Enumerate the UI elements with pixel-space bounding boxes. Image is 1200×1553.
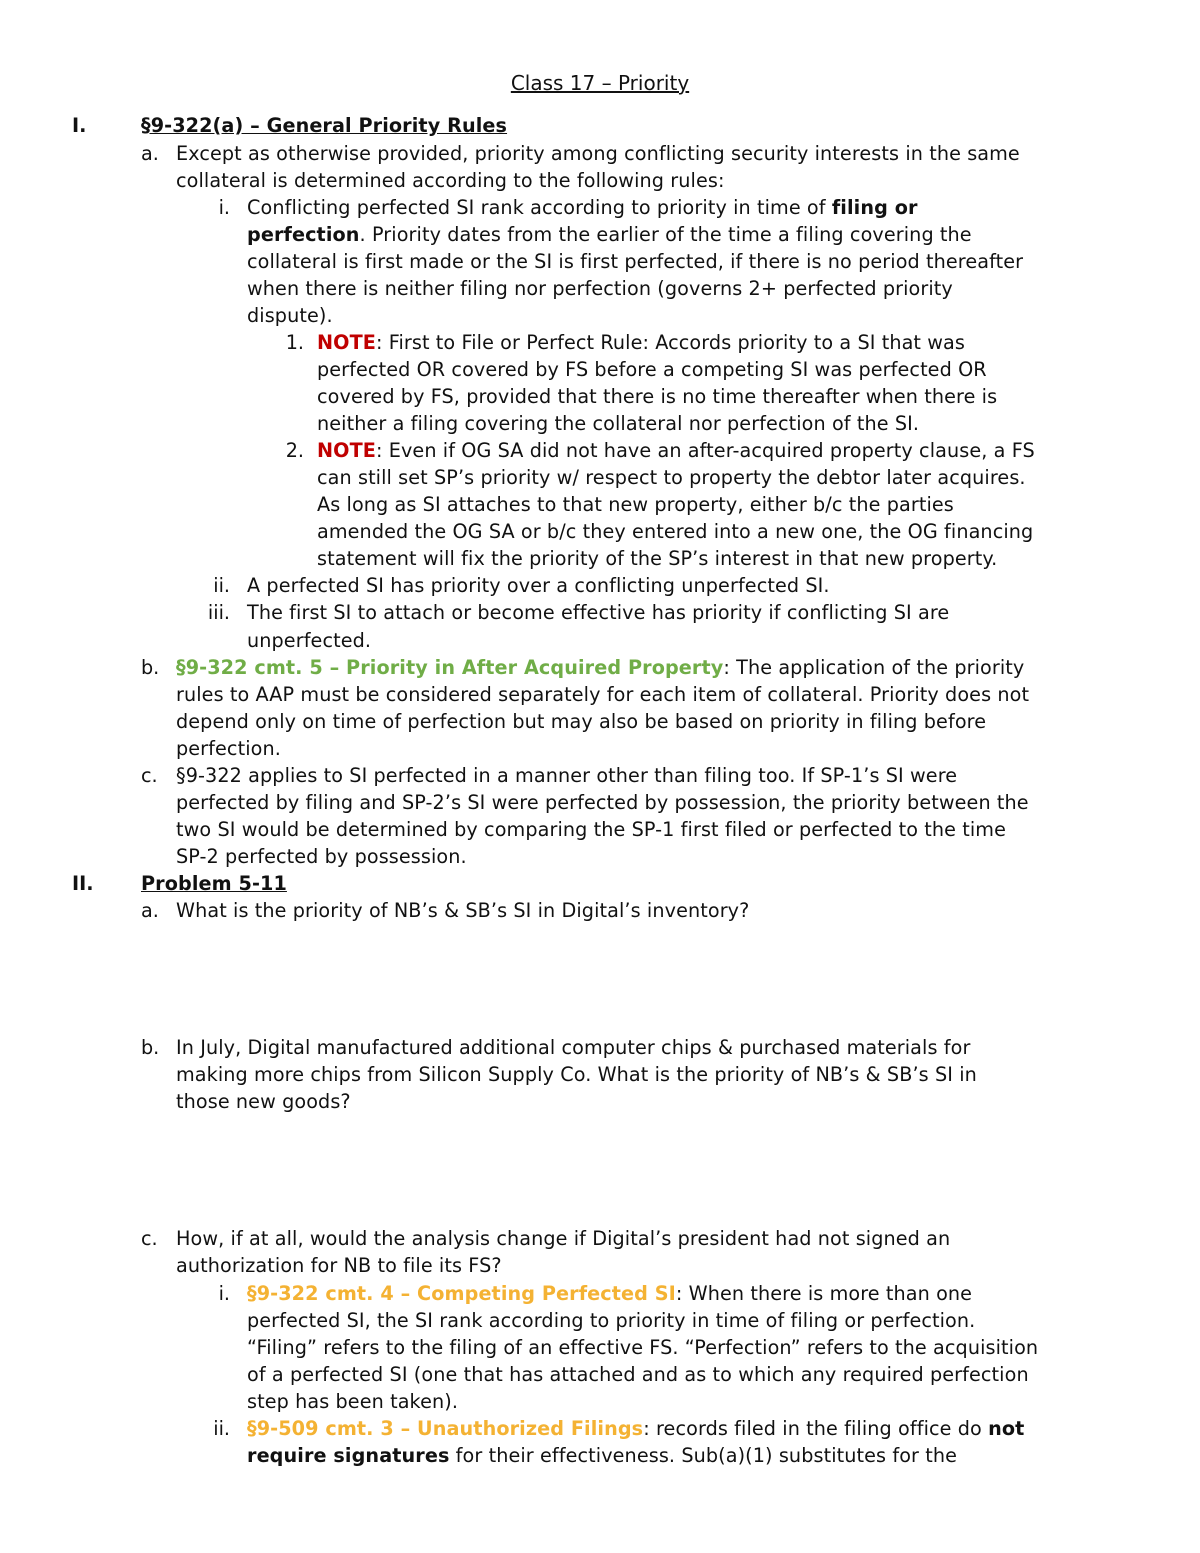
text-line: unperfected. bbox=[247, 629, 372, 652]
text-line: What is the priority of NB’s & SB’s SI in Digital’s inventory? bbox=[176, 899, 750, 922]
text-segment: : The application of the priority bbox=[723, 656, 1025, 679]
text-line: How, if at all, would the analysis change if Digital’s president had not signed an bbox=[176, 1227, 951, 1250]
text-line bbox=[317, 329, 965, 356]
text-segment: : First to File or Perfect Rule: Accords priority to a SI that was bbox=[375, 331, 966, 354]
text-line bbox=[317, 437, 1035, 464]
section-heading: §9-322(a) – General Priority Rules bbox=[141, 114, 508, 137]
text-line: can still set SP’s priority w/ respect to property the debtor later acquires. bbox=[317, 466, 1026, 489]
text-line: step has been taken). bbox=[247, 1390, 459, 1413]
page-title: Class 17 – Priority bbox=[510, 71, 690, 95]
section-marker: II. bbox=[72, 872, 94, 895]
section-marker: I. bbox=[72, 114, 87, 137]
item-marker: i. bbox=[218, 1282, 230, 1305]
text-line: The first SI to attach or become effective has priority if conflicting SI are bbox=[247, 601, 950, 624]
bold-text: not bbox=[988, 1417, 1025, 1440]
note-label: NOTE bbox=[317, 439, 376, 462]
bold-text: perfection bbox=[247, 223, 360, 246]
item-marker: ii. bbox=[213, 1417, 230, 1440]
text-line: “Filing” refers to the filing of an effective FS. “Perfection” refers to the acquisition bbox=[247, 1336, 1039, 1359]
text-line: perfected SI, the SI rank according to priority in time of filing or perfection. bbox=[247, 1309, 976, 1332]
comment-heading: §9-509 cmt. 3 – Unauthorized Filings bbox=[247, 1417, 644, 1440]
text-line bbox=[247, 1415, 1024, 1442]
text-line: collateral is first made or the SI is first perfected, if there is no period thereafter bbox=[247, 250, 1024, 273]
text-segment: : When there is more than one bbox=[675, 1282, 973, 1305]
text-line: Except as otherwise provided, priority among conflicting security interests in the same bbox=[176, 142, 1020, 165]
comment-heading: §9-322 cmt. 5 – Priority in After Acquired Property bbox=[176, 656, 724, 679]
item-marker: 2. bbox=[285, 439, 304, 462]
item-marker: c. bbox=[141, 764, 158, 787]
text-line: making more chips from Silicon Supply Co. What is the priority of NB’s & SB’s SI in bbox=[176, 1063, 977, 1086]
text-segment: : Even if OG SA did not have an after-acquired property clause, a FS bbox=[375, 439, 1035, 462]
bold-text: require signatures bbox=[247, 1444, 450, 1467]
text-line: of a perfected SI (one that has attached and as to which any required perfection bbox=[247, 1363, 1029, 1386]
item-marker: ii. bbox=[213, 574, 230, 597]
text-line: perfection. bbox=[176, 737, 281, 760]
item-marker: a. bbox=[141, 899, 159, 922]
text-line: statement will fix the priority of the SP’s interest in that new property. bbox=[317, 547, 998, 570]
section-heading: Problem 5-11 bbox=[141, 872, 287, 895]
text-line: dispute). bbox=[247, 304, 333, 327]
text-line: authorization for NB to file its FS? bbox=[176, 1254, 502, 1277]
bold-text: filing or bbox=[831, 196, 918, 219]
text-segment: . Priority dates from the earlier of the time a filing covering the bbox=[359, 223, 972, 246]
text-line: collateral is determined according to the following rules: bbox=[176, 169, 725, 192]
text-line: covered by FS, provided that there is no time thereafter when there is bbox=[317, 385, 998, 408]
comment-heading: §9-322 cmt. 4 – Competing Perfected SI bbox=[247, 1282, 676, 1305]
text-line: A perfected SI has priority over a conflicting unperfected SI. bbox=[247, 574, 830, 597]
text-line: rules to AAP must be considered separately for each item of collateral. Priority does not bbox=[176, 683, 1030, 706]
text-line: perfected OR covered by FS before a competing SI was perfected OR bbox=[317, 358, 987, 381]
text-segment: : records filed in the filing office do bbox=[643, 1417, 989, 1440]
text-line bbox=[247, 1442, 957, 1469]
item-marker: 1. bbox=[285, 331, 304, 354]
item-marker: b. bbox=[141, 656, 160, 679]
item-marker: c. bbox=[141, 1227, 158, 1250]
text-line: those new goods? bbox=[176, 1090, 351, 1113]
text-line bbox=[247, 194, 918, 221]
text-line: SP-2 perfected by possession. bbox=[176, 845, 467, 868]
note-label: NOTE bbox=[317, 331, 376, 354]
text-line: when there is neither filing nor perfection (governs 2+ perfected priority bbox=[247, 277, 953, 300]
text-line bbox=[247, 221, 972, 248]
text-line: amended the OG SA or b/c they entered into a new one, the OG financing bbox=[317, 520, 1034, 543]
text-line: perfected by filing and SP-2’s SI were perfected by possession, the priority between the bbox=[176, 791, 1029, 814]
item-marker: iii. bbox=[207, 601, 230, 624]
text-line: §9-322 applies to SI perfected in a manner other than filing too. If SP-1’s SI were bbox=[176, 764, 958, 787]
text-segment: Conflicting perfected SI rank according to priority in time of bbox=[247, 196, 832, 219]
text-segment: for their effectiveness. Sub(a)(1) substitutes for the bbox=[449, 1444, 958, 1467]
text-line: As long as SI attaches to that new property, either b/c the parties bbox=[317, 493, 954, 516]
text-line: In July, Digital manufactured additional computer chips & purchased materials for bbox=[176, 1036, 971, 1059]
text-line: neither a filing covering the collateral nor perfection of the SI. bbox=[317, 412, 920, 435]
text-line bbox=[247, 1280, 972, 1307]
text-line: depend only on time of perfection but may also be based on priority in filing before bbox=[176, 710, 987, 733]
item-marker: i. bbox=[218, 196, 230, 219]
text-line: two SI would be determined by comparing the SP-1 first filed or perfected to the time bbox=[176, 818, 1006, 841]
text-line bbox=[176, 654, 1024, 681]
item-marker: b. bbox=[141, 1036, 160, 1059]
item-marker: a. bbox=[141, 142, 159, 165]
